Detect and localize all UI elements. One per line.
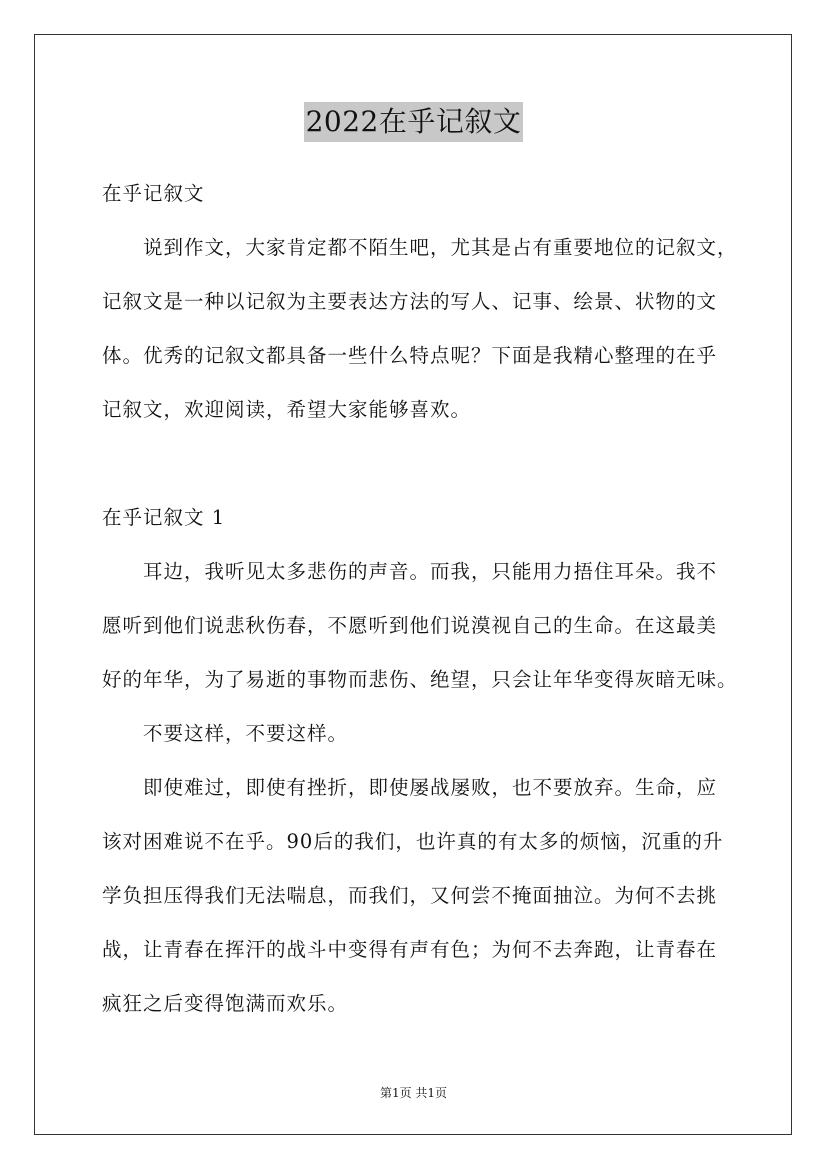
blank-line <box>102 437 726 491</box>
intro-line: 记叙文，欢迎阅读，希望大家能够喜欢。 <box>102 398 472 421</box>
paragraph-line: 不要这样，不要这样。 <box>143 722 349 745</box>
paragraph-line: 学负担压得我们无法喘息，而我们，又何尝不掩面抽泣。为何不去挑 <box>102 884 718 907</box>
paragraph-line: 耳边，我听见太多悲伤的声音。而我，只能用力捂住耳朵。我不 <box>143 560 718 583</box>
subtitle: 在乎记叙文 <box>102 182 205 205</box>
paragraph-line: 疯狂之后变得饱满而欢乐。 <box>102 992 349 1015</box>
intro-line: 说到作文，大家肯定都不陌生吧，尤其是占有重要地位的记叙文， <box>143 236 738 259</box>
paragraph-line: 即使难过，即使有挫折，即使屡战屡败，也不要放弃。生命，应 <box>143 776 718 799</box>
paragraph-line: 好的年华，为了易逝的事物而悲伤、绝望，只会让年华变得灰暗无味。 <box>102 668 738 691</box>
section-heading: 在乎记叙文 1 <box>102 506 226 529</box>
document-title: 2022在乎记叙文 <box>304 102 524 142</box>
intro-line: 体。优秀的记叙文都具备一些什么特点呢？下面是我精心整理的在乎 <box>102 344 718 367</box>
intro-line: 记叙文是一种以记叙为主要表达方法的写人、记事、绘景、状物的文 <box>102 290 718 313</box>
title-area <box>0 102 827 142</box>
paragraph-line: 愿听到他们说悲秋伤春，不愿听到他们说漠视自己的生命。在这最美 <box>102 614 718 637</box>
page-number: 第1页 共1页 <box>379 1086 448 1100</box>
document-body <box>102 167 738 1031</box>
paragraph-line: 该对困难说不在乎。90后的我们，也许真的有太多的烦恼，沉重的升 <box>102 830 724 853</box>
page-footer <box>0 1084 827 1101</box>
paragraph-line: 战，让青春在挥汗的战斗中变得有声有色；为何不去奔跑，让青春在 <box>102 938 718 961</box>
